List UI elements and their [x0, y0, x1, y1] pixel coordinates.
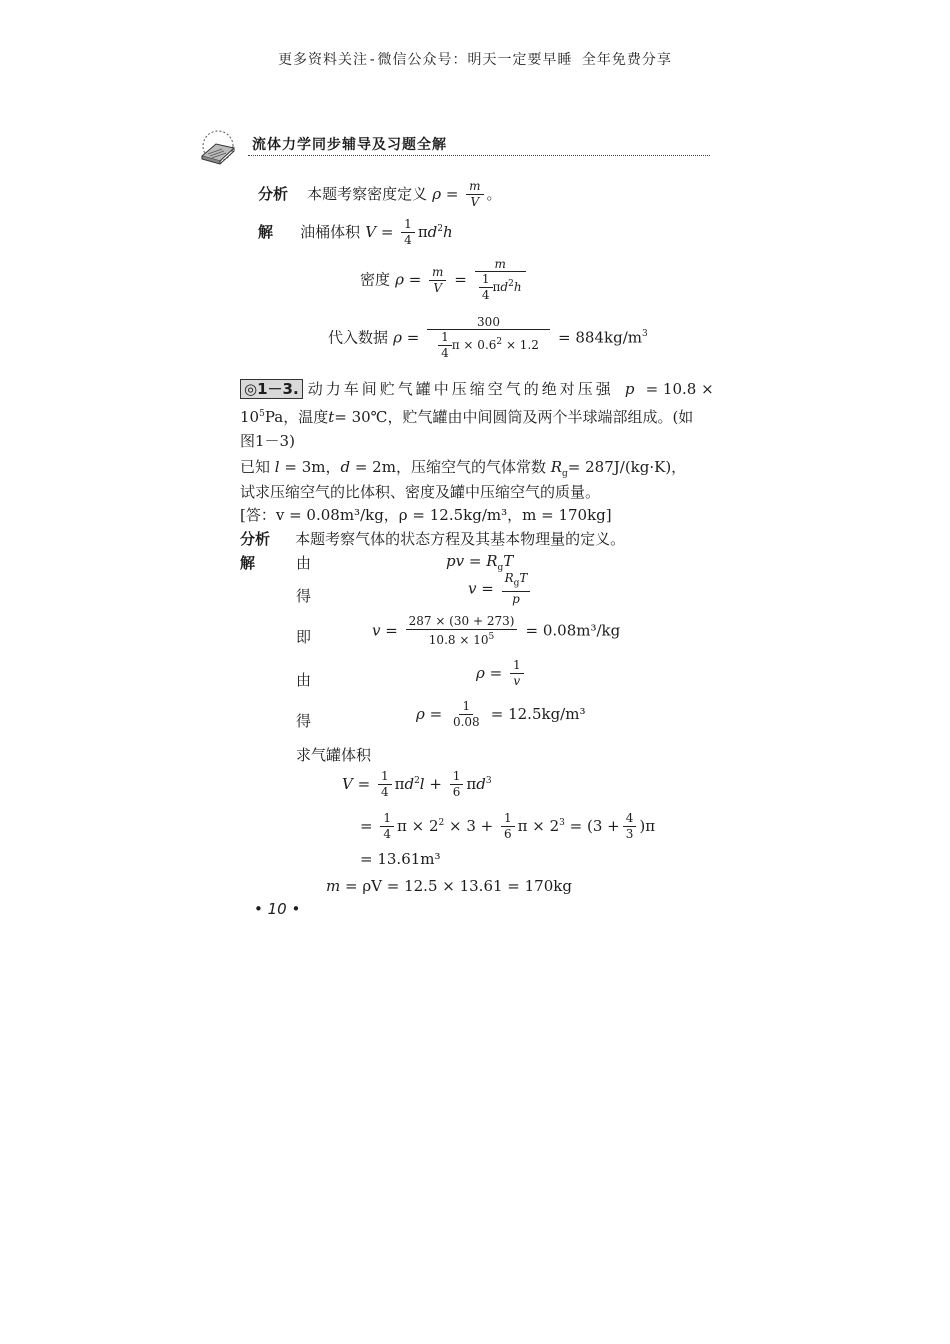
- denom-108: 10.8 × 10: [428, 633, 489, 647]
- problem-line-3: 图1－3): [240, 432, 295, 450]
- analysis-label-2: 分析: [240, 530, 271, 548]
- volume-result: = 13.61m³: [360, 850, 441, 868]
- rho-computation: ρ = $\frac{1}{0.08}$ = 12.5kg/m³: [416, 699, 586, 729]
- problem-line-2-rest: = 30℃，贮气罐由中间圆筒及两个半球端部组成。(如: [334, 408, 694, 426]
- step-get-2: 得: [296, 712, 312, 730]
- rho-formula: ρ = $\frac{1}{v}$: [476, 659, 527, 688]
- problem-line-1-text: 动力车间贮气罐中压缩空气的绝对压强: [307, 380, 614, 398]
- problem-line-4-mid: = 3m，: [284, 458, 341, 476]
- v-computation: v = $\frac{287 \times (30 + 273)}{10.8 \times 10^5}$ = 0.08m³/kg: [372, 614, 621, 647]
- mass-line-text: = ρV = 12.5 × 13.61 = 170kg: [345, 877, 572, 895]
- step-by-2: 由: [296, 671, 312, 689]
- rho-denom: 0.08: [452, 715, 480, 729]
- step-ie: 即: [296, 628, 312, 646]
- problem-line-4-start: 已知: [240, 458, 271, 476]
- v-line2-tail: = (3 +: [569, 817, 620, 835]
- problem-line-2: $10^5Pa$，温度t= 30℃，贮气罐由中间圆筒及两个半球端部组成。(如: [240, 408, 694, 426]
- solution-line-1: 解 油桶体积 V = $\frac{1}{4}$ $\pi d^2h$: [258, 217, 453, 247]
- problem-answer: [答：v = 0.08m³/kg，ρ = 12.5kg/m³，m = 170kg]: [240, 506, 612, 524]
- problem-line-4-mid2: = 2m，压缩空气的气体常数: [354, 458, 546, 476]
- density-text: 密度: [360, 270, 391, 289]
- top-note: 更多资料关注-微信公众号：明天一定要早睡 全年免费分享: [278, 52, 672, 68]
- substitute-formula: 代入数据 ρ = 300 $\frac{1}{4}$ $\pi \times 0.6^2 \times 1.2$ = $884kg/m^3$: [328, 315, 648, 360]
- book-icon: [196, 130, 240, 166]
- analysis-text-2: 本题考察气体的状态方程及其基本物理量的定义。: [295, 530, 626, 548]
- problem-line-1-value: = 10.8 ×: [645, 380, 714, 398]
- problem-line-5: 试求压缩空气的比体积、密度及罐中压缩空气的质量。: [240, 483, 601, 501]
- volume-substitution: = $\frac{1}{4}$ $\pi \times 2^2 \times 3$ + $\frac{1}{6}$ $\pi \times 2^3 = (3$ + $\frac{4}{3}$ )π: [360, 811, 656, 841]
- problem-line-4: 已知 l = 3m，d = 2m，压缩空气的气体常数 $R_g= 287J/(kg\cdot K)$，: [240, 458, 687, 480]
- result-884: = 884kg/m: [558, 328, 642, 347]
- problem-line-2-text: Pa，温度: [264, 408, 329, 426]
- tank-volume-text: 求气罐体积: [296, 746, 372, 764]
- analysis-label: 分析: [258, 185, 289, 203]
- density-formula: 密度 ρ = $\frac{m}{V}$ = m $\frac{1}{4}$ $\pi d^2h$: [360, 258, 529, 302]
- problem-line-1: ◎1－3. 动力车间贮气罐中压缩空气的绝对压强 p = 10.8 ×: [240, 378, 714, 399]
- analysis-text: 本题考察密度定义: [307, 185, 428, 203]
- result-rho: = 12.5kg/m³: [490, 705, 586, 723]
- substitute-text: 代入数据: [328, 328, 389, 347]
- book-title: 流体力学同步辅导及习题全解: [252, 137, 447, 153]
- v-formula: v = $\frac{R_gT}{p}$: [468, 572, 533, 606]
- problem-line-4-end: = 287J/(kg·K)，: [567, 458, 687, 476]
- problem-number: ◎1－3.: [240, 379, 303, 399]
- header-divider: [248, 155, 710, 156]
- numer-287: 287 × (30 + 273): [406, 615, 518, 630]
- result-v: = 0.08m³/kg: [525, 621, 621, 640]
- oil-volume-text: 油桶体积: [300, 223, 361, 241]
- analysis-line-2: [240, 528, 625, 549]
- volume-formula: V = $\frac{1}{4}$ $\pi d^2l$ + $\frac{1}{6}$ $\pi d^3$: [342, 769, 492, 799]
- solution-label-2: 解: [240, 554, 256, 572]
- step-get: 得: [296, 587, 312, 605]
- page-number: • 10 •: [254, 900, 301, 918]
- numerator-300: 300: [427, 316, 550, 330]
- step-by: 由: [296, 554, 312, 572]
- solution-label: 解: [258, 223, 274, 241]
- mass-line: m = ρV = 12.5 × 13.61 = 170kg: [326, 877, 572, 895]
- state-equation: pv = $R_gT$: [446, 552, 514, 573]
- analysis-line-1: 分析 本题考察密度定义 ρ = $\frac{m}{V}$ 。: [258, 179, 502, 209]
